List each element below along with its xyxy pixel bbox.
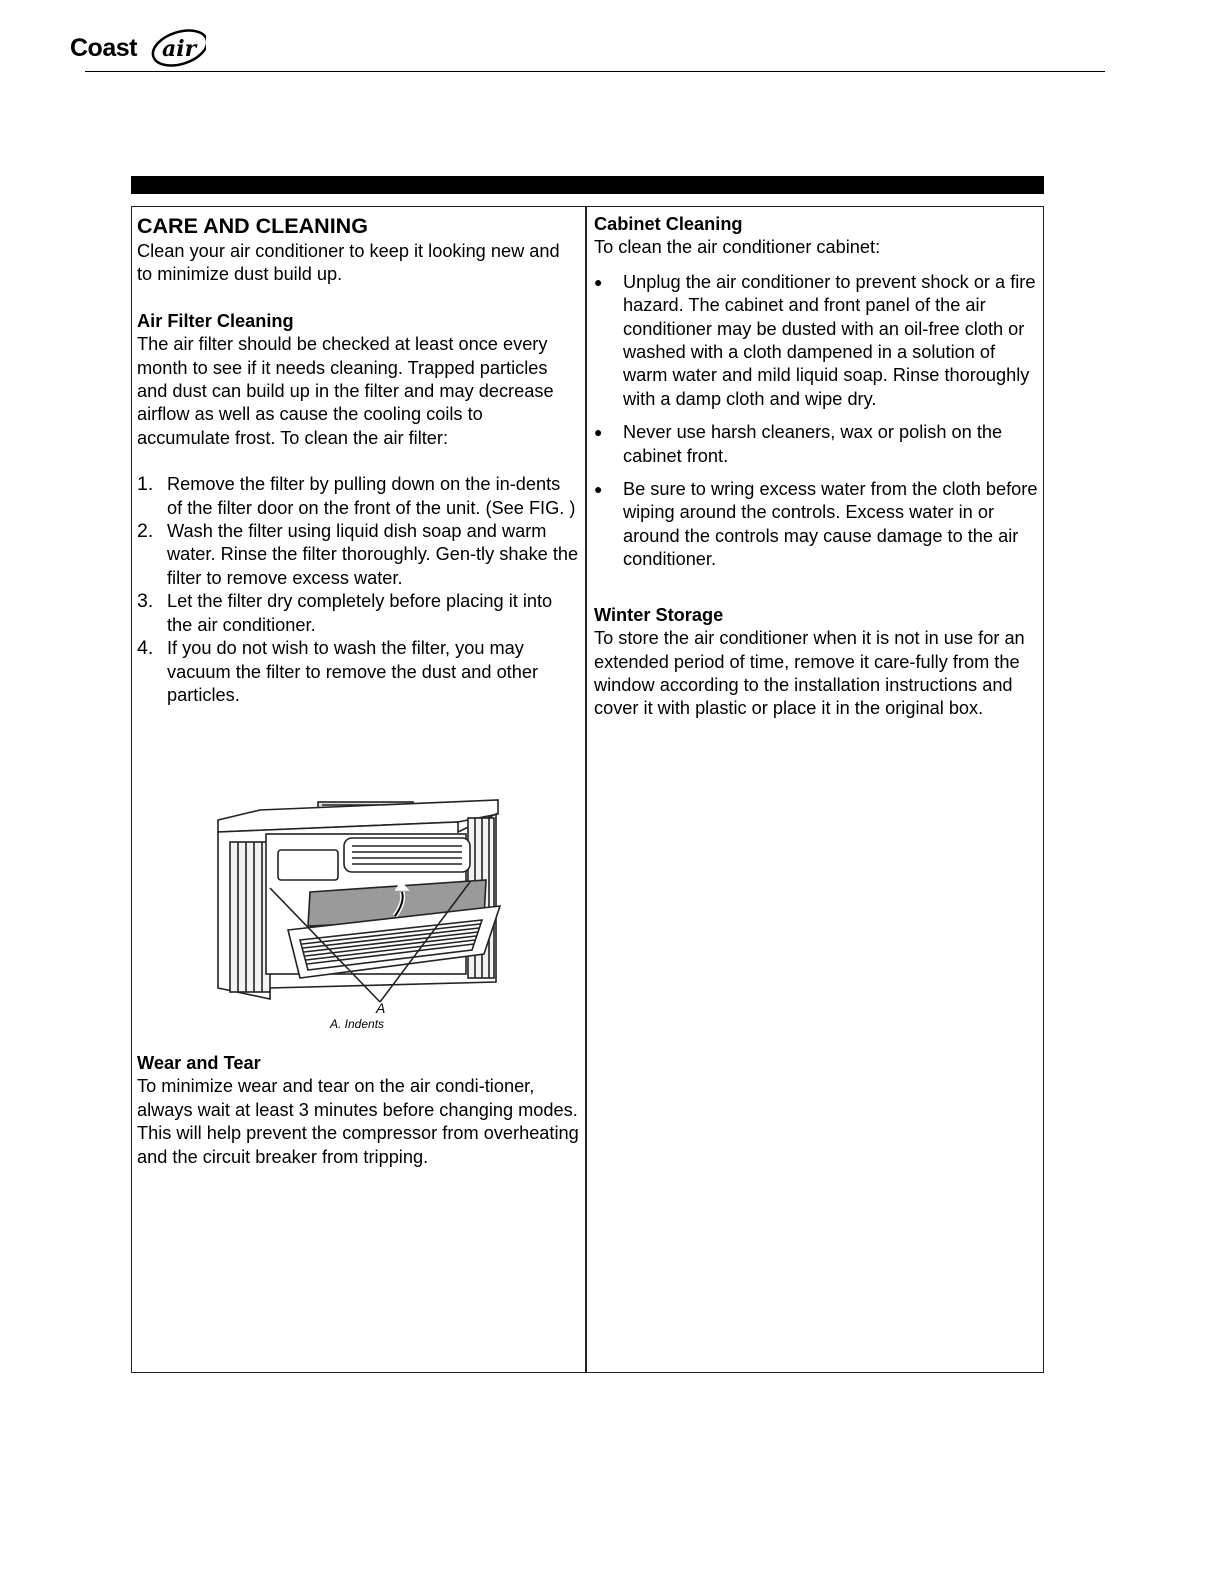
filter-text: The air filter should be checked at least once every month to see if it needs cleaning. Trapped particles and dust can build up in the filter and may decrease airflow as well as cause the cooling coils to accumulate frost. To clean the air filter: xyxy=(137,334,554,448)
step-item: 1. Remove the filter by pulling down on the in-dents of the filter door on the front of the unit. (See FIG. ) xyxy=(137,473,576,518)
wear-text: To minimize wear and tear on the air condi-tioner, always wait at least 3 minutes before changing modes. This will help prevent the compressor from overheating and the circuit breaker from tripping. xyxy=(137,1076,579,1167)
bullet-icon: ● xyxy=(594,424,603,441)
intro-text: Clean your air conditioner to keep it looking new and to minimize dust build up. xyxy=(137,241,560,285)
bullet-item: ● Unplug the air conditioner to prevent shock or a fire hazard. The cabinet and front panel of the air conditioner may be dusted with an oil-free cloth or washed with a cloth dampened in a solution of warm water and mild liquid soap. Rinse thoroughly with a damp cloth and wipe dry. xyxy=(594,271,1036,409)
right-column xyxy=(594,213,1039,721)
filter-steps xyxy=(137,473,579,707)
cabinet-heading: Cabinet Cleaning xyxy=(594,214,743,234)
winter-text: To store the air conditioner when it is not in use for an extended period of time, remove it care-fully from the window according to the installation instructions and cover it with plastic or place it in the original box. xyxy=(594,628,1025,719)
figure-label-a: A xyxy=(376,1000,386,1016)
wear-section xyxy=(137,1052,579,1169)
left-column xyxy=(137,213,579,707)
step-item: 4. If you do not wish to wash the filter, you may vacuum the filter to remove the dust and other particles. xyxy=(137,637,539,705)
header-divider xyxy=(85,71,1105,72)
cabinet-bullets xyxy=(594,271,1039,572)
air-swoosh-logo-icon xyxy=(140,28,206,68)
bullet-item: ● Be sure to wring excess water from the cloth before wiping around the controls. Excess water in or around the controls may cause damage to the air conditioner. xyxy=(594,479,1038,570)
column-divider xyxy=(585,206,587,1373)
bullet-icon: ● xyxy=(594,481,603,498)
cabinet-intro: To clean the air conditioner cabinet: xyxy=(594,237,881,258)
step-item: 3. Let the filter dry completely before placing it into the air conditioner. xyxy=(137,590,553,635)
brand-wordmark: Coast xyxy=(70,34,137,62)
step-item: 2. Wash the filter using liquid dish soap and warm water. Rinse the filter thoroughly. Gen-tly shake the filter to remove excess water. xyxy=(137,520,579,588)
bullet-icon: ● xyxy=(594,273,603,290)
air-conditioner-figure xyxy=(200,792,510,1037)
winter-heading: Winter Storage xyxy=(594,604,724,625)
figure-caption: A. Indents xyxy=(330,1017,385,1031)
section-title-bar xyxy=(131,176,1044,194)
filter-heading: Air Filter Cleaning xyxy=(137,310,294,331)
wear-heading: Wear and Tear xyxy=(137,1053,261,1073)
brand-logo xyxy=(70,28,210,68)
bullet-item: ● Never use harsh cleaners, wax or polish on the cabinet front. xyxy=(594,422,1003,466)
svg-text:air: air xyxy=(162,36,197,62)
page-title: CARE AND CLEANING xyxy=(137,214,368,238)
